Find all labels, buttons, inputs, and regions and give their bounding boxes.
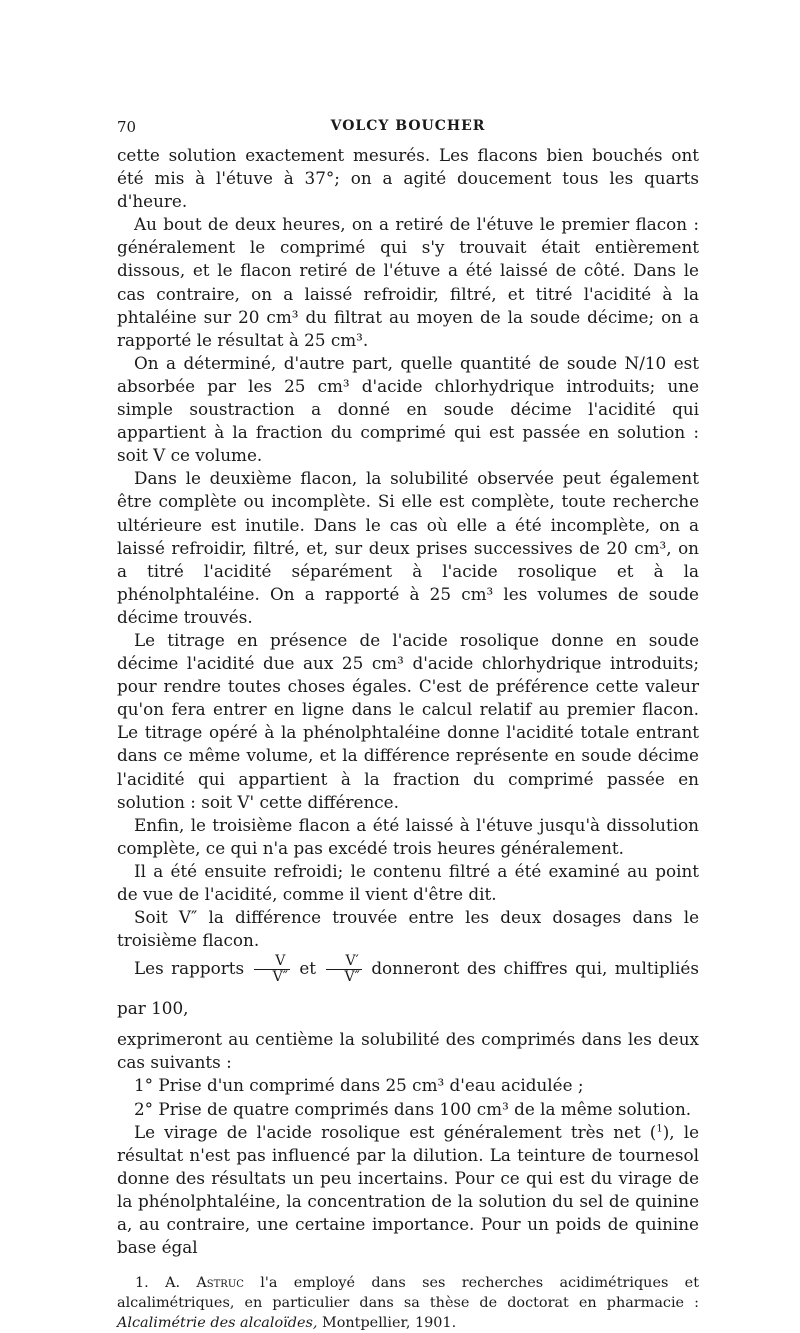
paragraph-text: Le virage de l'acide rosolique est généralement très net ( (134, 1121, 657, 1142)
paragraph: Le titrage en présence de l'acide rosolique donne en soude décime l'acidité due aux 25 cm³ d'acide chlorhydrique introduits; pour rendre toutes choses égales. C'est de préférence cette valeur qu'on fera entrer en ligne dans le calcul relatif au premier flacon. Le titrage opéré à la phénolphtaléine donne l'acidité totale entrant dans ce même volume, et la différence représente en soude décime l'acidité qui appartient à la fraction du comprimé passée en solution : soit V' cette différence. (117, 629, 699, 812)
paragraph: exprimeront au centième la solubilité des comprimés dans les deux cas suivants : (117, 1029, 699, 1073)
fraction-denominator: V″ (272, 969, 288, 986)
footnote-number: 1. (135, 1275, 149, 1292)
footnote-title: Alcalimétrie des alcaloïdes, (117, 1315, 318, 1332)
fraction-v-prime-over-v-double-prime (326, 954, 362, 985)
rapports-text-after: donneront des chiffres qui, multipliés par 100, (117, 958, 699, 1019)
paragraph (117, 1121, 699, 1260)
fraction-numerator: V′ (326, 954, 362, 970)
paragraph: Dans le deuxième flacon, la solubilité observée peut également être complète ou incomplète. Si elle est complète, toute recherche ultérieure est inutile. Dans le cas où elle a été incomplète, on a laissé refroidir, filtré, et, sur deux prises successives de 20 cm³, on a titré l'acidité séparément à l'acide rosolique et à la phénolphtaléine. On a rapporté à 25 cm³ les volumes de soude décime trouvés. (117, 468, 699, 627)
paragraph: Il a été ensuite refroidi; le contenu filtré a été examiné au point de vue de l'acidité, comme il vient d'être dit. (117, 860, 699, 904)
running-head: VOLCY BOUCHER (330, 118, 486, 134)
fraction-numerator: V (254, 954, 290, 970)
fraction-denominator: V″ (344, 969, 360, 986)
rapports-text-before: Les rapports (134, 958, 245, 979)
paragraph: Soit V″ la différence trouvée entre les deux dosages dans le troisième flacon. (117, 907, 699, 951)
paragraph-text: ), le résultat n'est pas influencé par la dilution. La teinture de tournesol donne des résultats un peu incertains. Pour ce qui est du virage de la phénolphtaléine, la concentration de la solution du sel de quinine a, au contraire, une certaine importance. Pour un poids de quinine base égal (117, 1121, 700, 1258)
footnote (117, 1273, 699, 1333)
list-item: 1° Prise d'un comprimé dans 25 cm³ d'eau acidulée ; (134, 1075, 584, 1096)
footnote-author: A. Astruc (165, 1275, 244, 1292)
page (117, 118, 699, 1333)
fraction-v-over-v-double-prime (254, 954, 290, 985)
rapports-line (117, 948, 699, 1028)
footnote-place-year: Montpellier, 1901. (322, 1315, 457, 1332)
footnote-reference[interactable]: 1 (656, 1123, 663, 1135)
paragraph: cette solution exactement mesurés. Les flacons bien bouchés ont été mis à l'étuve à 37°; on a agité doucement tous les quarts d'heure. (117, 145, 699, 212)
rapports-text-mid: et (299, 958, 317, 979)
body-text (117, 144, 699, 1259)
paragraph: Au bout de deux heures, on a retiré de l'étuve le premier flacon : généralement le comprimé qui s'y trouvait était entièrement dissous, et le flacon retiré de l'étuve a été laissé de côté. Dans le cas contraire, on a laissé refroidir, filtré, et titré l'acidité à la phtaléine sur 20 cm³ du filtrat au moyen de la soude décime; on a rapporté le résultat à 25 cm³. (117, 214, 699, 350)
page-number: 70 (117, 118, 137, 136)
paragraph: On a déterminé, d'autre part, quelle quantité de soude N/10 est absorbée par les 25 cm³ d'acide chlorhydrique introduits; une simple soustraction a donné en soude décime l'acidité qui appartient à la fraction du comprimé qui est passée en solution : soit V ce volume. (117, 352, 699, 466)
list-item: 2° Prise de quatre comprimés dans 100 cm³ de la même solution. (134, 1098, 692, 1119)
page-header (117, 118, 699, 144)
footnote-text: l'a employé dans ses recherches acidimétriques et alcalimétriques, en particulier dans sa thèse de doctorat en pharmacie : (117, 1275, 699, 1312)
paragraph: Enfin, le troisième flacon a été laissé à l'étuve jusqu'à dissolution complète, ce qui n'a pas excédé trois heures généralement. (117, 814, 699, 858)
